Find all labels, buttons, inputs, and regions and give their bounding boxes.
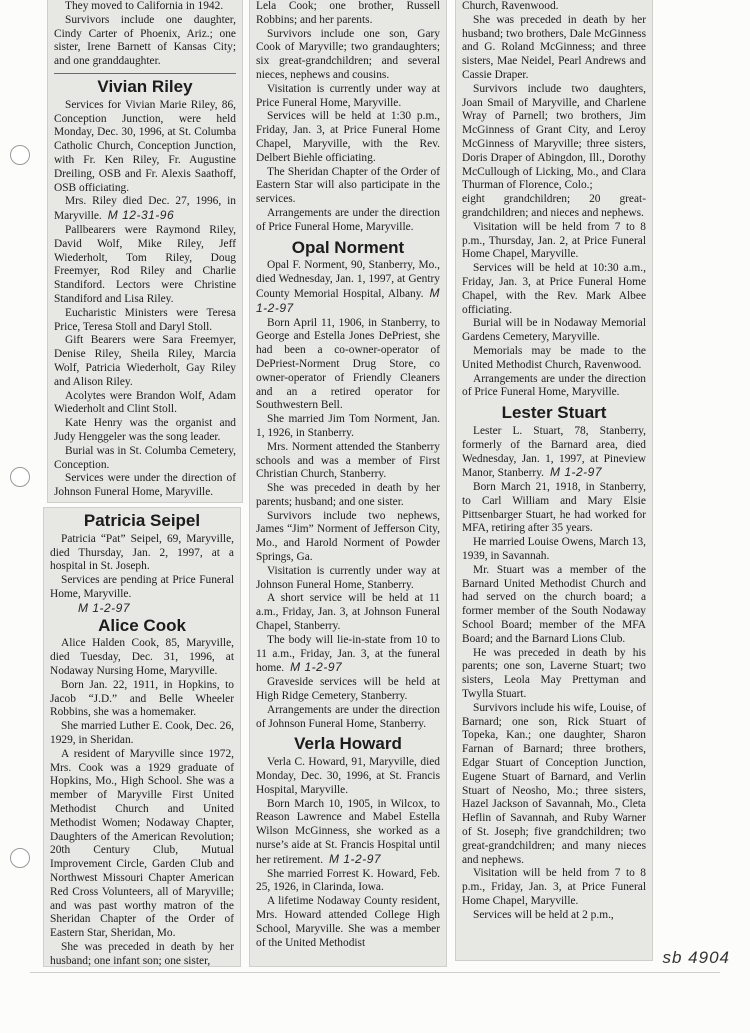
archive-stamp: sb 4904 bbox=[662, 948, 730, 967]
paragraph: Visitation is currently under way at Johnson Funeral Home, Stanberry. bbox=[256, 564, 440, 591]
paragraph: Gift Bearers were Sara Freemyer, Denise Riley, Sheila Riley, Marcia Wolf, Patricia Wiederholt, Gay Riley and Alison Riley. bbox=[54, 334, 236, 388]
paragraph: Survivors include his wife, Louise, of Barnard; one son, Rick Stuart of Topeka, Kan.; one daughter, Sharon Farnan of Barnard; three brothers, Edgar Stuart of Conception Junction, Eugene Stuart of Barnard, and Verlin Stuart of Neosho, Mo.; three sisters, Hazel Jackson of Savannah, Mo., Cleta Heflin of Savannah, and Ruby Warner of St. Joseph; five grandchildren; two great-grandchildren; and many nieces and nephews. bbox=[462, 701, 646, 866]
obituary-heading: Patricia Seipel bbox=[83, 511, 201, 530]
paragraph: Kate Henry was the organist and Judy Henggeler was the song leader. bbox=[54, 417, 236, 443]
paragraph: Verla C. Howard, 91, Maryville, died Monday, Dec. 30, 1996, at St. Francis Hospital, Maryville. bbox=[256, 756, 440, 796]
text: Lester L. Stuart, 78, Stanberry, formerly of the Barnard area, died Wednesday, Jan. 1, 1997, at Pineview Manor, Stanberry. bbox=[462, 424, 646, 480]
paragraph: Graveside services will be held at High Ridge Cemetery, Stanberry. bbox=[256, 676, 440, 703]
paragraph bbox=[256, 259, 440, 316]
clipping-cook-norment bbox=[250, 0, 446, 966]
handwritten-note: M 1-2-97 bbox=[550, 465, 603, 480]
obituary-heading: Opal Norment bbox=[291, 237, 405, 257]
paragraph: Services will be held at 10:30 a.m., Friday, Jan. 3, at Price Funeral Home Chapel, with the Rev. Mark Albee officiating. bbox=[462, 262, 646, 316]
obituary-heading: Vivian Riley bbox=[97, 76, 193, 96]
paragraph: Services are pending at Price Funeral Home, Maryville. bbox=[50, 574, 234, 600]
page-edge-line bbox=[30, 972, 720, 973]
paragraph bbox=[54, 195, 236, 224]
paragraph: Mr. Stuart was a member of the Barnard United Methodist Church and had served on the church board; a former member of the South Nodaway School Board; member of the MFA Board; and the Barnard Lions Club. bbox=[462, 563, 646, 645]
paragraph bbox=[256, 798, 440, 868]
paragraph: eight grandchildren; 20 great-grandchildren; and nieces and nephews. bbox=[462, 193, 646, 219]
paragraph: Arrangements are under the direction of Johnson Funeral Home, Stanberry. bbox=[256, 703, 440, 730]
handwritten-note: M 1-2-97 bbox=[290, 660, 343, 675]
paragraph: She married Forrest K. Howard, Feb. 25, 1926, in Clarinda, Iowa. bbox=[256, 867, 440, 894]
paragraph: Eucharistic Ministers were Teresa Price, Teresa Stoll and Daryl Stoll. bbox=[54, 306, 236, 333]
binder-hole-middle bbox=[10, 467, 30, 487]
text: Mrs. Riley died Dec. 27, 1996, in Maryville. bbox=[54, 195, 236, 223]
paragraph: Burial will be in Nodaway Memorial Gardens Cemetery, Maryville. bbox=[462, 317, 646, 344]
clipping-riley bbox=[48, 0, 242, 502]
paragraph: She was preceded in death by her husband; two brothers, Dale McGinness and G. Roland McGinness; and three sisters, Mae Neidel, Pearl Andrews and Cassie Draper. bbox=[462, 13, 646, 81]
paragraph: Alice Halden Cook, 85, Maryville, died Tuesday, Dec. 31, 1996, at Nodaway Nursing Home, Maryville. bbox=[50, 637, 234, 677]
paragraph: Services for Vivian Marie Riley, 86, Conception Junction, were held Monday, Dec. 30, 1996, at St. Columba Catholic Church, Conception Junction, with Fr. Ken Riley, Fr. Augustine Dreiling, OSB and Fr. Alexis Saathoff, OSB officiating. bbox=[54, 98, 236, 194]
paragraph: Visitation is currently under way at Price Funeral Home, Maryville. bbox=[256, 82, 440, 109]
paragraph: They moved to California in 1942. bbox=[65, 0, 224, 12]
binder-hole-top bbox=[10, 145, 30, 165]
paragraph: The Sheridan Chapter of the Order of Eastern Star will also participate in the services. bbox=[256, 165, 440, 206]
paragraph: Survivors include two nephews, James “Jim” Norment of Jefferson City, Mo., and Harold Norment of Powder Springs, Ga. bbox=[256, 509, 440, 564]
clipping-seipel-cook bbox=[44, 508, 240, 966]
paragraph: A lifetime Nodaway County resident, Mrs. Howard attended College High School, Maryville. She was a member of the United Methodist bbox=[256, 895, 440, 949]
paragraph: Survivors include one daughter, Cindy Carter of Phoenix, Ariz.; one sister, Irene Barnett of Kansas City; and one granddaughter. bbox=[54, 13, 236, 68]
paragraph: Born April 11, 1906, in Stanberry, to George and Estella Jones DePriest, she had been a co-owner-operator of DePriest-Norment Drug Store, co owner-operator of Friendly Cleaners and an a retired operator for Southwestern Bell. bbox=[256, 316, 440, 412]
obituary-heading: Alice Cook bbox=[98, 615, 186, 635]
paragraph: Born March 21, 1918, in Stanberry, to Carl William and Mary Elsie Pittsenbarger Stuart, he had worked for MFA, retiring after 35 years. bbox=[462, 481, 646, 535]
column-text bbox=[250, 0, 446, 950]
binder-hole-bottom bbox=[10, 848, 30, 868]
paragraph bbox=[256, 634, 440, 676]
paragraph: A short service will be held at 11 a.m., Friday, Jan. 3, at Johnson Funeral Chapel, Stanberry. bbox=[256, 592, 440, 633]
paragraph: Mrs. Norment attended the Stanberry schools and was a member of First Christian Church, Stanberry. bbox=[256, 440, 440, 481]
paragraph: Arrangements are under the direction of Price Funeral Home, Maryville. bbox=[256, 206, 440, 233]
paragraph: Services were under the direction of Johnson Funeral Home, Maryville. bbox=[54, 472, 236, 499]
paragraph: He married Louise Owens, March 13, 1939, in Savannah. bbox=[462, 536, 646, 563]
handwritten-note: M 1-2-97 bbox=[256, 285, 440, 315]
handwritten-note: M 1-2-97 bbox=[329, 851, 382, 866]
paragraph: Pallbearers were Raymond Riley, David Wolf, Mike Riley, Jeff Wiederholt, Tom Riley, Doug Freemyer, Rod Riley and Charlie Standiford. Lectors were Christine Standiford and Lisa Riley. bbox=[54, 223, 236, 305]
text: The body will lie-in-state from 10 to 11 a.m., Friday, Jan. 3, at the funeral home. bbox=[256, 633, 440, 675]
paragraph: She married Jim Tom Norment, Jan. 1, 1926, in Stanberry. bbox=[256, 413, 440, 439]
paragraph: Church, Ravenwood. bbox=[462, 0, 559, 12]
divider bbox=[54, 73, 236, 74]
paragraph: Services will be held at 2 p.m., bbox=[473, 908, 614, 921]
paragraph: Lela Cook; one brother, Russell Robbins; and her parents. bbox=[256, 0, 440, 26]
paragraph: Patricia “Pat” Seipel, 69, Maryville, died Thursday, Jan. 2, 1997, at a hospital in St. Joseph. bbox=[50, 532, 234, 573]
paragraph: Services will be held at 1:30 p.m., Friday, Jan. 3, at Price Funeral Home Chapel, Maryville, with the Rev. Delbert Biehle officiating. bbox=[256, 110, 440, 164]
column-text bbox=[456, 0, 652, 923]
paragraph: She was preceded in death by her parents; husband; and one sister. bbox=[256, 482, 440, 508]
paragraph: Acolytes were Brandon Wolf, Adam Wiederholt and Clint Stoll. bbox=[54, 389, 236, 416]
paragraph: Survivors include two daughters, Joan Smail of Maryville, and Charlene Wray of Parnell; two brothers, Jim McGinness of Grant City, and Leroy McGinness of Maryville; three sisters, Doris Draper of Abingdon, Ill., Dorothy McCullough of Licking, Mo., and Clara Thurman of Florence, Colo.; bbox=[462, 82, 646, 192]
paragraph: Memorials may be made to the United Methodist Church, Ravenwood. bbox=[462, 344, 646, 371]
paragraph: Burial was in St. Columba Cemetery, Conception. bbox=[54, 444, 236, 471]
paragraph bbox=[50, 602, 234, 617]
paragraph bbox=[462, 425, 646, 481]
obituary-heading: Verla Howard bbox=[294, 734, 402, 754]
paragraph: A resident of Maryville since 1972, Mrs. Cook was a 1929 graduate of Hopkins, Mo., High School. She was a member of Maryville First United Methodist Church and United Methodist Women; Nodaway Chapter, Daughters of the American Revolution; 20th Century Club, Mutual Improvement Circle, Garden Club and Northwest Missouri Chapter American Red Cross Volunteers, all of Maryville; and was past worthy matron of the Sheridan Chapter of the Order of Eastern Star, Sheridan, Mo. bbox=[50, 747, 234, 940]
handwritten-note: M 1-2-97 bbox=[78, 600, 131, 615]
paragraph: He was preceded in death by his parents; one son, Laverne Stuart; two sisters, Leola May Prettyman and Twylla Stuart. bbox=[462, 646, 646, 701]
paragraph: Visitation will be held from 7 to 8 p.m., Thursday, Jan. 2, at Price Funeral Home Chapel, Maryville. bbox=[462, 220, 646, 261]
column-text bbox=[48, 0, 242, 500]
text: Opal F. Norment, 90, Stanberry, Mo., died Wednesday, Jan. 1, 1997, at Gentry County Memorial Hospital, Albany. bbox=[256, 259, 440, 300]
paragraph: Survivors include one son, Gary Cook of Maryville; two grandaughters; six great-grandchildren; and several nieces, nephews and cousins. bbox=[256, 27, 440, 81]
clipping-howard-stuart bbox=[456, 0, 652, 960]
paragraph: Visitation will be held from 7 to 8 p.m., Friday, Jan. 3, at Price Funeral Home Chapel, Maryville. bbox=[462, 867, 646, 907]
obituary-heading: Lester Stuart bbox=[501, 403, 607, 423]
paragraph: She was preceded in death by her husband; one infant son; one sister, bbox=[50, 940, 234, 966]
text: Born March 10, 1905, in Wilcox, to Reason Lawrence and Mabel Estella Wilson McGinness, she worked as a nurse’s aide at St. Francis Hospital until her retirement. bbox=[256, 797, 440, 866]
paragraph: She married Luther E. Cook, Dec. 26, 1929, in Sheridan. bbox=[50, 720, 234, 746]
paragraph: Born Jan. 22, 1911, in Hopkins, to Jacob “J.D.” and Belle Wheeler Robbins, she was a homemaker. bbox=[50, 678, 234, 719]
handwritten-note: M 12-31-96 bbox=[107, 208, 175, 223]
paragraph: Arrangements are under the direction of Price Funeral Home, Maryville. bbox=[462, 372, 646, 399]
column-text bbox=[44, 511, 240, 966]
